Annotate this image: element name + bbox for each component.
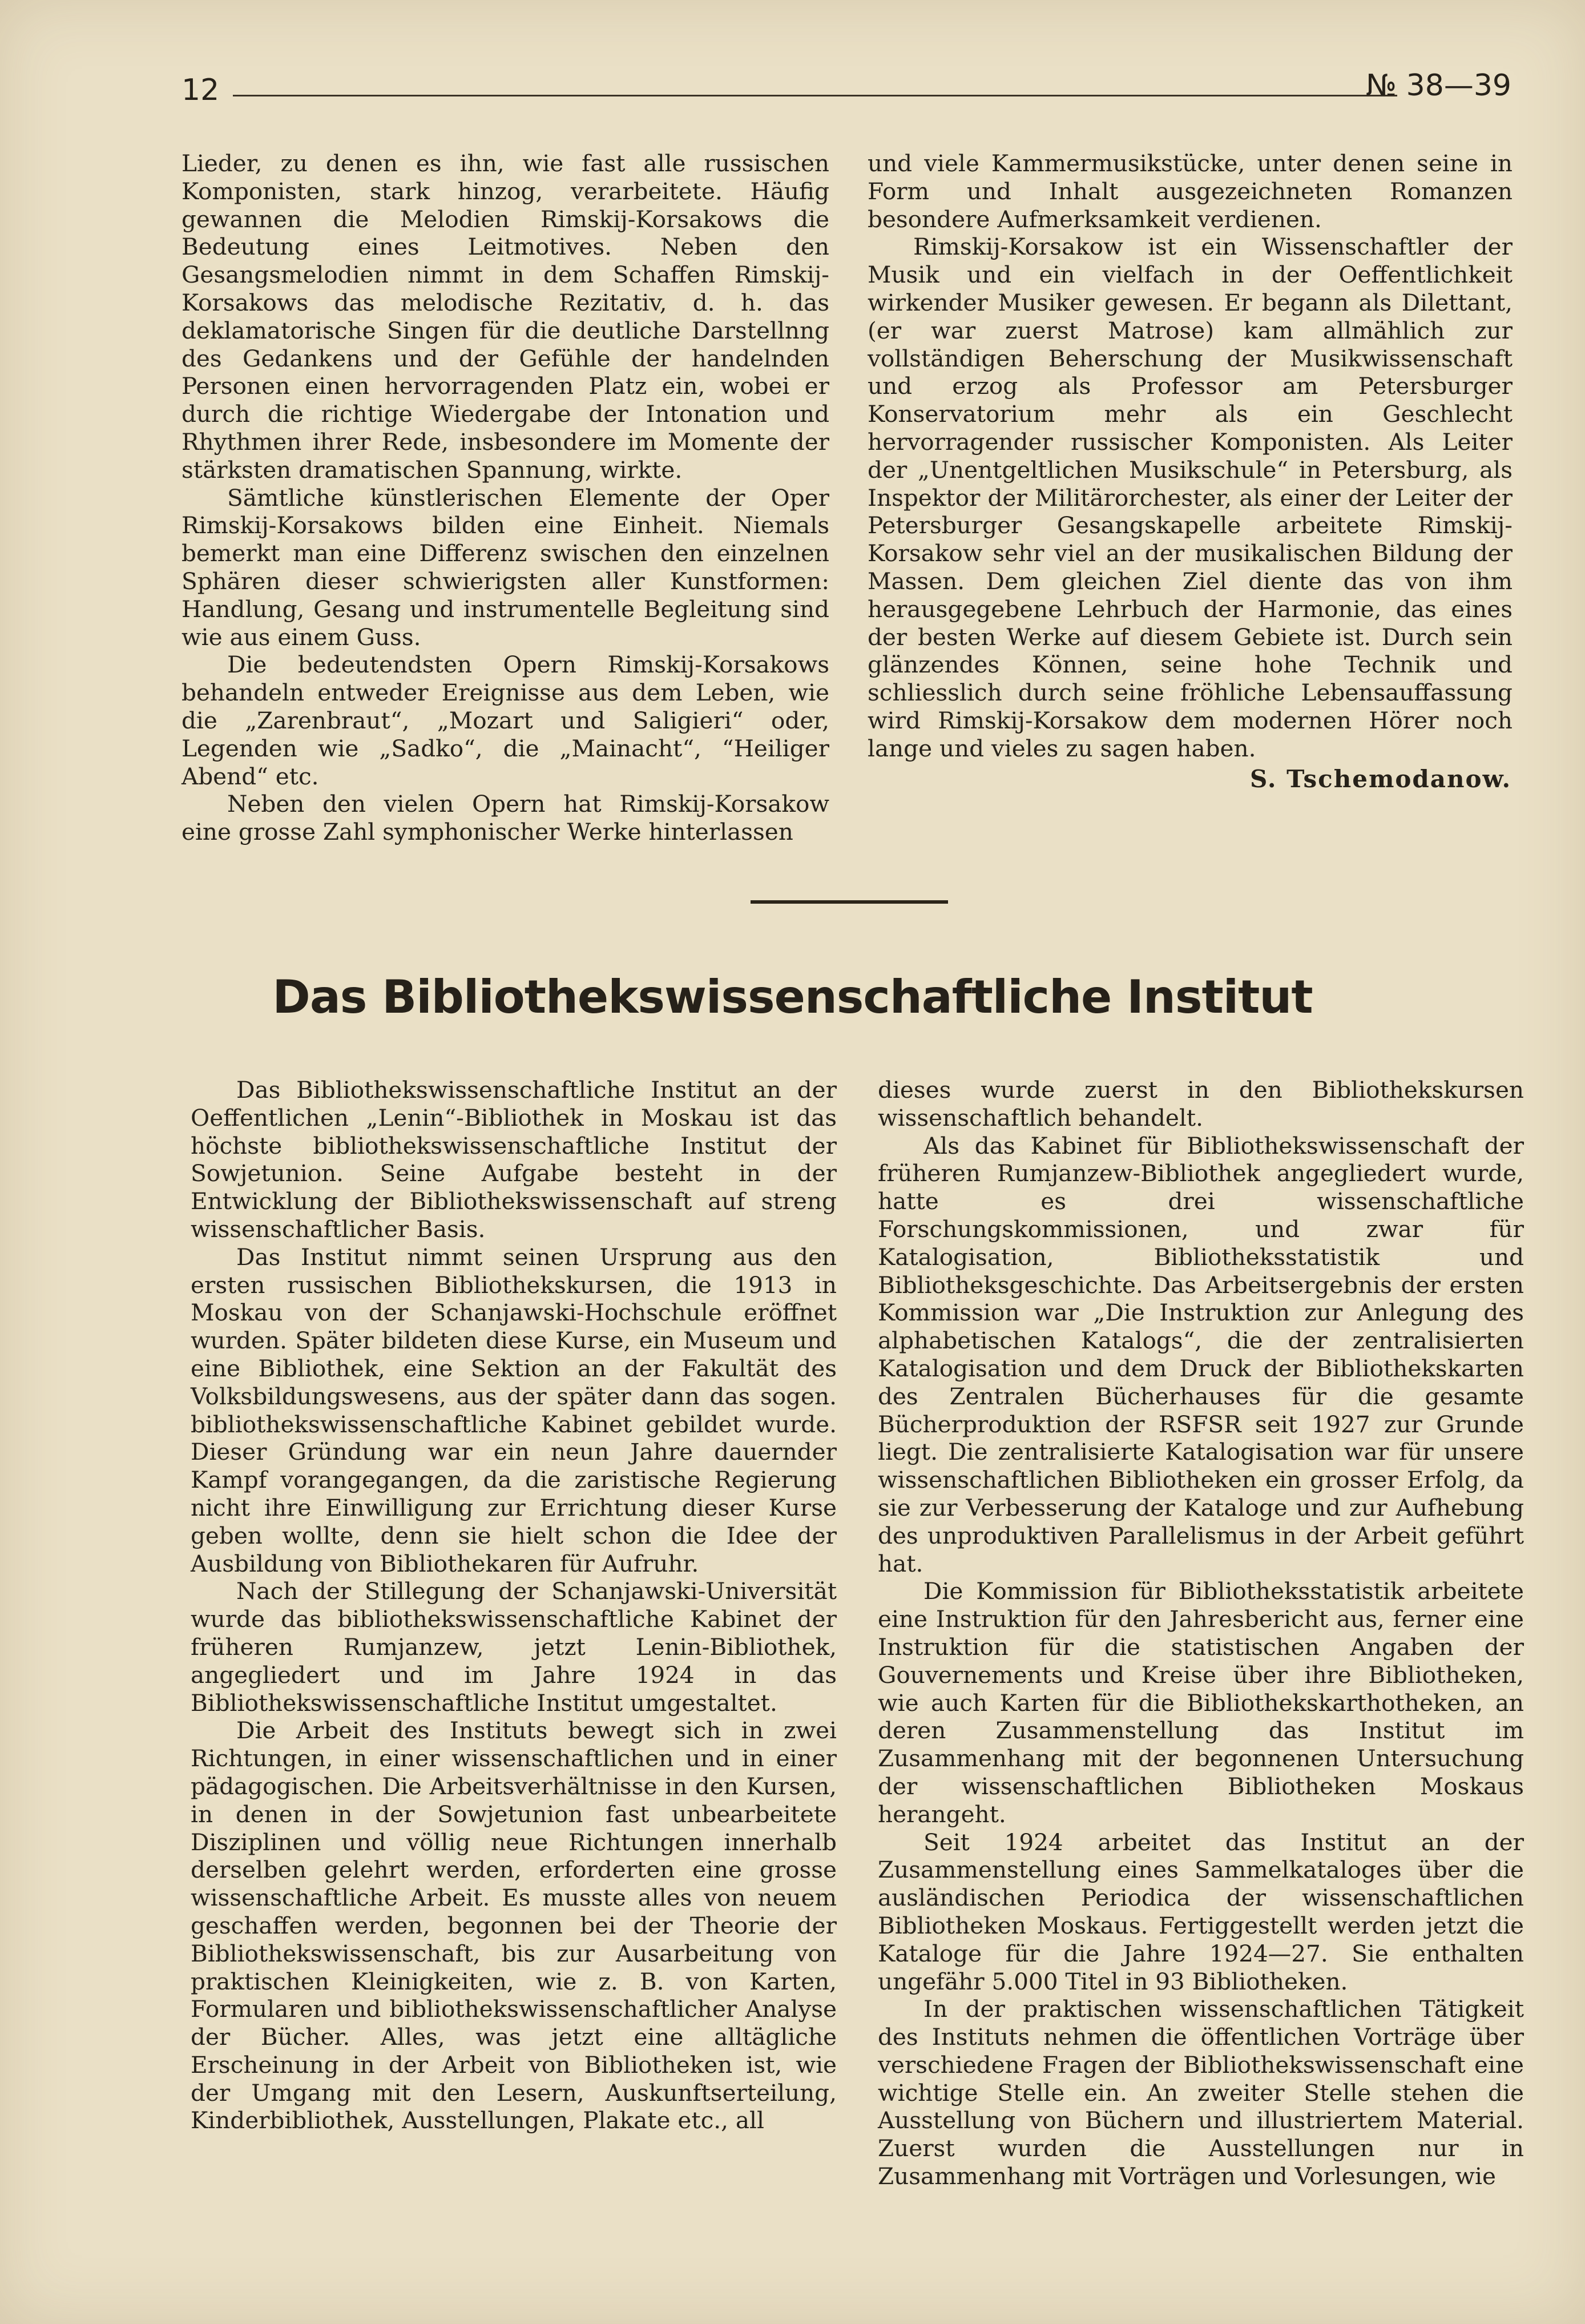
paragraph: Seit 1924 arbeitet das Institut an der Zusammenstellung eines Sammelkataloges über die ausländischen Periodica der wissenschaftlichen Bibliotheken Moskaus. Fertiggestellt werden jetzt die Kataloge für die Jahre 1924—27. Sie enthalten ungefähr 5.000 Titel in 93 Bibliotheken. [878, 1828, 1524, 1995]
article1-column-left [182, 150, 829, 846]
paragraph: Neben den vielen Opern hat Rimskij-Korsakow eine grosse Zahl symphonischer Werke hinterlassen [182, 790, 829, 846]
article-title: Das Bibliothekswissenschaftliche Institut [272, 970, 1313, 1024]
paragraph: und viele Kammermusikstücke, unter denen seine in Form und Inhalt ausgezeichneten Romanzen besondere Aufmerksamkeit verdienen. [868, 150, 1513, 233]
page-header [182, 67, 1511, 113]
article2-column-right [878, 1076, 1524, 2190]
article2-column-left [191, 1076, 837, 2134]
paragraph: Rimskij-Korsakow ist ein Wissenschaftler der Musik und ein vielfach in der Oeffentlichkeit wirkender Musiker gewesen. Er begann als Dilettant, (er war zuerst Matrose) kam allmählich zur vollständigen Beherschung der Musikwissenschaft und erzog als Professor am Petersburger Konservatorium mehr als ein Geschlecht hervorragender russischer Komponisten. Als Leiter der „Unentgeltlichen Musikschule“ in Petersburg, als Inspektor der Militärorchester, als einer der Leiter der Petersburger Gesangskapelle arbeitete Rimskij-Korsakow sehr viel an der musikalischen Bildung der Massen. Dem gleichen Ziel diente das von ihm herausgegebene Lehrbuch der Harmonie, das eines der besten Werke auf diesem Gebiete ist. Durch sein glänzendes Können, seine hohe Technik und schliesslich durch seine fröhliche Lebensauffassung wird Rimskij-Korsakow dem modernen Hörer noch lange und vieles zu sagen haben. [868, 233, 1513, 762]
paragraph: In der praktischen wissenschaftlichen Tätigkeit des Instituts nehmen die öffentlichen Vorträge über verschiedene Fragen der Bibliothekswissenschaft eine wichtige Stelle ein. An zweiter Stelle stehen die Ausstellung von Büchern und illustriertem Material. Zuerst wurden die Ausstellungen nur in Zusammenhang mit Vorträgen und Vorlesungen, wie [878, 1995, 1524, 2190]
header-rule [233, 95, 1397, 96]
paragraph: Die Kommission für Bibliotheksstatistik arbeitete eine Instruktion für den Jahresbericht aus, ferner eine Instruktion für die statistischen Angaben der Gouvernements und Kreise über ihre Bibliotheken, wie auch Karten für die Bibliothekskarthotheken, an deren Zusammenstellung das Institut im Zusammenhang mit der begonnenen Untersuchung der wissenschaftlichen Bibliotheken Moskaus herangeht. [878, 1577, 1524, 1828]
paragraph: Nach der Stillegung der Schanjawski-Universität wurde das bibliothekswissenschaftliche Kabinet der früheren Rumjanzew, jetzt Lenin-Bibliothek, angegliedert und im Jahre 1924 in das Bibliothekswissenschaftliche Institut umgestaltet. [191, 1577, 837, 1717]
article1-column-right [868, 150, 1513, 763]
paragraph: Das Institut nimmt seinen Ursprung aus den ersten russischen Bibliothekskursen, die 1913 in Moskau von der Schanjawski-Hochschule eröffnet wurden. Später bildeten diese Kurse, ein Museum und eine Bibliothek, eine Sektion an der Fakultät des Volksbildungswesens, aus der später dann das sogen. bibliothekswissenschaftliche Kabinet gebildet wurde. Dieser Gründung war ein neun Jahre dauernder Kampf vorangegangen, da die zaristische Regierung nicht ihre Einwilligung zur Errichtung dieser Kurse geben wollte, denn sie hielt schon die Idee der Ausbildung von Bibliothekaren für Aufruhr. [191, 1243, 837, 1577]
paragraph: Das Bibliothekswissenschaftliche Institut an der Oeffentlichen „Lenin“-Bibliothek in Moskau ist das höchste bibliothekswissenschaftliche Institut der Sowjetunion. Seine Aufgabe besteht in der Entwicklung der Bibliothekswissenschaft auf streng wissenschaftlicher Basis. [191, 1076, 837, 1243]
paragraph: dieses wurde zuerst in den Bibliothekskursen wissenschaftlich behandelt. [878, 1076, 1524, 1131]
author-signature: S. Tschemodanow. [1250, 765, 1512, 793]
paragraph: Lieder, zu denen es ihn, wie fast alle russischen Komponisten, stark hinzog, verarbeitete. Häufig gewannen die Melodien Rimskij-Korsakows die Bedeutung eines Leitmotives. Neben den Gesangsmelodien nimmt in dem Schaffen Rimskij-Korsakows das melodische Rezitativ, d. h. das deklamatorische Singen für die deutliche Darstellnng des Gedankens und der Gefühle der handelnden Personen einen hervorragenden Platz ein, wobei er durch die richtige Wiedergabe der Intonation und Rhythmen ihrer Rede, insbesondere im Momente der stärksten dramatischen Spannung, wirkte. [182, 150, 829, 484]
paragraph: Sämtliche künstlerischen Elemente der Oper Rimskij-Korsakows bilden eine Einheit. Niemals bemerkt man eine Differenz swischen den einzelnen Sphären dieser schwierigsten aller Kunstformen: Handlung, Gesang und instrumentelle Begleitung sind wie aus einem Guss. [182, 484, 829, 651]
section-divider [751, 900, 948, 904]
paragraph: Als das Kabinet für Bibliothekswissenschaft der früheren Rumjanzew-Bibliothek angegliedert wurde, hatte es drei wissenschaftliche Forschungskommissionen, und zwar für Katalogisation, Bibliotheksstatistik und Bibliotheksgeschichte. Das Arbeitsergebnis der ersten Kommission war „Die Instruktion zur Anlegung des alphabetischen Katalogs“, die der zentralisierten Katalogisation und dem Druck der Bibliothekskarten des Zentralen Bücherhauses für die gesamte Bücherproduktion der RSFSR seit 1927 zur Grunde liegt. Die zentralisierte Katalogisation war für unsere wissenschaftlichen Bibliotheken ein grosser Erfolg, da sie zur Verbesserung der Kataloge und zur Aufhebung des unproduktiven Parallelismus in der Arbeit geführt hat. [878, 1131, 1524, 1577]
paragraph: Die bedeutendsten Opern Rimskij-Korsakows behandeln entweder Ereignisse aus dem Leben, wie die „Zarenbraut“, „Mozart und Saligieri“ oder, Legenden wie „Sadko“, die „Mainacht“, “Heiliger Abend“ etc. [182, 651, 829, 790]
issue-number: № 38—39 [1366, 69, 1511, 103]
paragraph: Die Arbeit des Instituts bewegt sich in zwei Richtungen, in einer wissenschaftlichen und in einer pädagogischen. Die Arbeitsverhältnisse in den Kursen, in denen in der Sowjetunion fast unbearbeitete Disziplinen und völlig neue Richtungen innerhalb derselben gelehrt werden, erforderten eine grosse wissenschaftliche Arbeit. Es musste alles von neuem geschaffen werden, begonnen bei der Theorie der Bibliothekswissenschaft, bis zur Ausarbeitung von praktischen Kleinigkeiten, wie z. B. von Karten, Formularen und bibliothekswissenschaftlicher Analyse der Bücher. Alles, was jetzt eine alltägliche Erscheinung in der Arbeit von Bibliotheken ist, wie der Umgang mit den Lesern, Auskunftserteilung, Kinderbibliothek, Ausstellungen, Plakate etc., all [191, 1717, 837, 2134]
page-number: 12 [182, 73, 220, 107]
